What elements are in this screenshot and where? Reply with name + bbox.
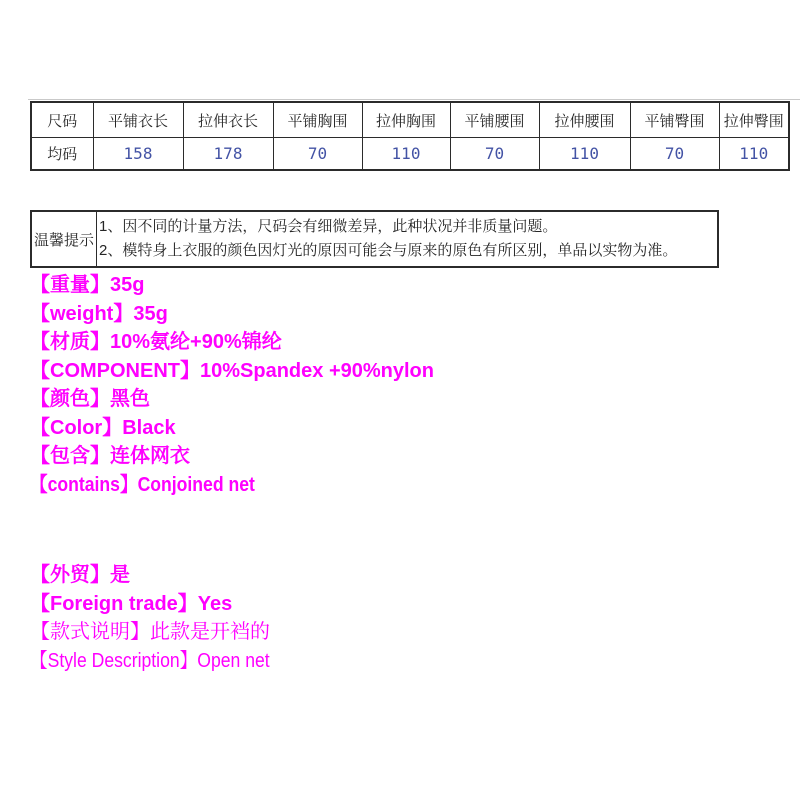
size-col-header: 平铺衣长 (93, 102, 183, 138)
attr-material-cn: 【材质】10%氨纶+90%锦纶 (30, 331, 282, 353)
warm-tip-line-1: 1、因不同的计量方法，尺码会有细微差异，此种状况并非质量问题。 (99, 218, 558, 235)
attr-color-cn: 【颜色】黑色 (30, 388, 150, 410)
attr-style-desc-en: 【Style Description】Open net (30, 649, 270, 672)
size-col-header: 拉伸衣长 (183, 102, 273, 138)
size-chart-header-row (31, 102, 789, 138)
size-col-header: 平铺腰围 (450, 102, 539, 138)
attr-color-en: 【Color】Black (30, 416, 176, 439)
product-attributes-block (30, 271, 434, 499)
warm-tips-box (30, 210, 719, 268)
size-value-cell: 110 (539, 138, 630, 171)
size-chart-data-row (31, 138, 789, 171)
warm-tip-line-2: 2、模特身上衣服的颜色因灯光的原因可能会与原来的原色有所区别，单品以实物为准。 (99, 242, 678, 259)
size-value-cell: 178 (183, 138, 273, 171)
size-col-header: 拉伸胸围 (362, 102, 450, 138)
attr-style-desc-cn: 【款式说明】此款是开裆的 (30, 621, 270, 643)
size-col-header: 平铺胸围 (273, 102, 362, 138)
size-col-header: 拉伸臀围 (719, 102, 789, 138)
size-value-cell: 110 (719, 138, 789, 171)
size-value-cell: 158 (93, 138, 183, 171)
attr-foreign-trade-cn: 【外贸】是 (30, 564, 130, 586)
trade-attributes-block (30, 561, 302, 675)
warm-tips-content (97, 212, 717, 266)
attr-contains-cn: 【包含】连体网衣 (30, 445, 190, 467)
attr-material-en: 【COMPONENT】10%Spandex +90%nylon (30, 359, 434, 382)
warm-tips-label: 温馨提示 (32, 212, 97, 266)
size-col-header: 平铺臀围 (630, 102, 719, 138)
size-value-cell: 110 (362, 138, 450, 171)
size-value-cell: 70 (630, 138, 719, 171)
size-col-header: 拉伸腰围 (539, 102, 630, 138)
size-label-cell: 均码 (31, 138, 93, 171)
size-col-header: 尺码 (31, 102, 93, 138)
size-value-cell: 70 (450, 138, 539, 171)
size-value-cell: 70 (273, 138, 362, 171)
attr-contains-en: 【contains】Conjoined net (30, 473, 255, 496)
table-top-hairline (28, 99, 800, 100)
attr-foreign-trade-en: 【Foreign trade】Yes (30, 592, 233, 615)
attr-weight-cn: 【重量】35g (30, 274, 145, 296)
attr-weight-en: 【weight】35g (30, 302, 168, 325)
size-chart-table (30, 101, 790, 171)
